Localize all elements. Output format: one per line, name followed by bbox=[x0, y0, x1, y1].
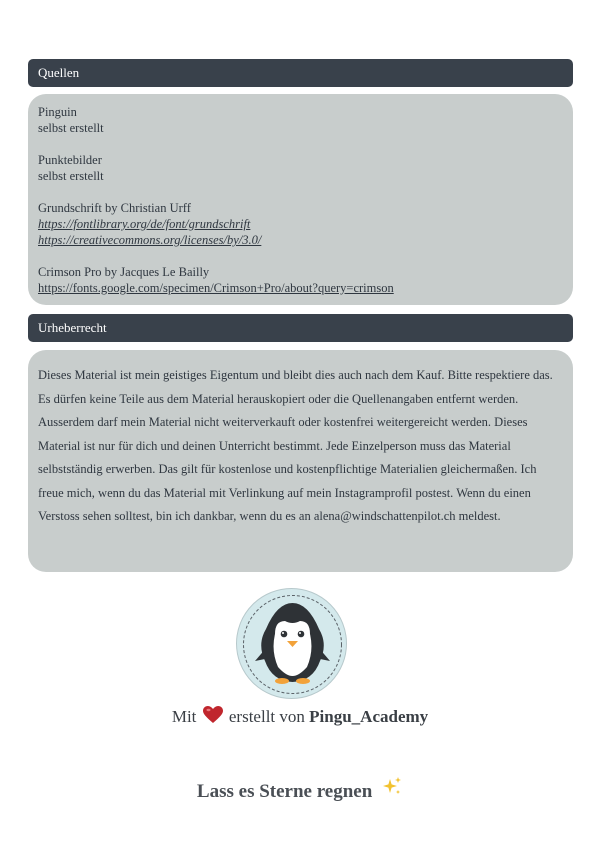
source-name: Punktebilder bbox=[38, 153, 102, 167]
source-entry-penguin bbox=[38, 104, 563, 136]
sources-header bbox=[28, 59, 573, 87]
source-name: Grundschrift by Christian Urff bbox=[38, 201, 191, 215]
source-note: selbst erstellt bbox=[38, 121, 104, 135]
source-name: Pinguin bbox=[38, 105, 77, 119]
source-entry-grundschrift bbox=[38, 200, 563, 248]
source-note: selbst erstellt bbox=[38, 169, 104, 183]
source-entry-dot-images bbox=[38, 152, 563, 184]
source-entry-crimson bbox=[38, 264, 563, 296]
source-name: Crimson Pro by Jacques Le Bailly bbox=[38, 265, 210, 279]
tagline-text: Lass es Sterne regnen bbox=[196, 781, 373, 802]
copyright-header bbox=[28, 314, 573, 342]
made-with-love-line bbox=[0, 706, 600, 729]
made-suffix: erstellt von bbox=[228, 707, 305, 726]
license-link[interactable]: https://creativecommons.org/licenses/by/3.0/ bbox=[38, 233, 262, 247]
sources-title: Quellen bbox=[38, 65, 80, 80]
sparkles-icon bbox=[381, 776, 403, 804]
brand-name: Pingu_Academy bbox=[309, 707, 429, 726]
copyright-title: Urheberrecht bbox=[38, 320, 107, 335]
copyright-panel bbox=[28, 350, 573, 572]
google-fonts-link[interactable]: https://fonts.google.com/specimen/Crimson+Pro/about?query=crimson bbox=[38, 281, 394, 295]
copyright-text: Dieses Material ist mein geistiges Eigentum und bleibt dies auch nach dem Kauf. Bitte respektiere das. Es dürfen keine Teile aus dem Material herauskopiert oder die Quellenangaben entfernt werden. Ausserdem darf mein Material nicht weiterverkauft oder kostenfrei weitergereicht werden. Dieses Material ist nur für dich und deinen Unterricht bestimmt. Jede Einzelperson muss das Material selbstständig erwerben. Das gilt für kostenlose und kostenpflichtige Materialien gleichermaßen. Ich freue mich, wenn du das Material mit Verlinkung auf mein Instagramprofil postest. Wenn du einen Verstoss sehen solltest, bin ich dankbar, wenn du es an alena@windschattenpilot.ch meldest. bbox=[38, 368, 553, 523]
fontlibrary-link[interactable]: https://fontlibrary.org/de/font/grundschrift bbox=[38, 217, 251, 231]
heart-icon bbox=[203, 706, 223, 729]
made-prefix: Mit bbox=[171, 707, 197, 726]
sources-panel bbox=[28, 94, 573, 305]
tagline bbox=[0, 776, 600, 804]
penguin-logo-icon bbox=[236, 588, 347, 699]
